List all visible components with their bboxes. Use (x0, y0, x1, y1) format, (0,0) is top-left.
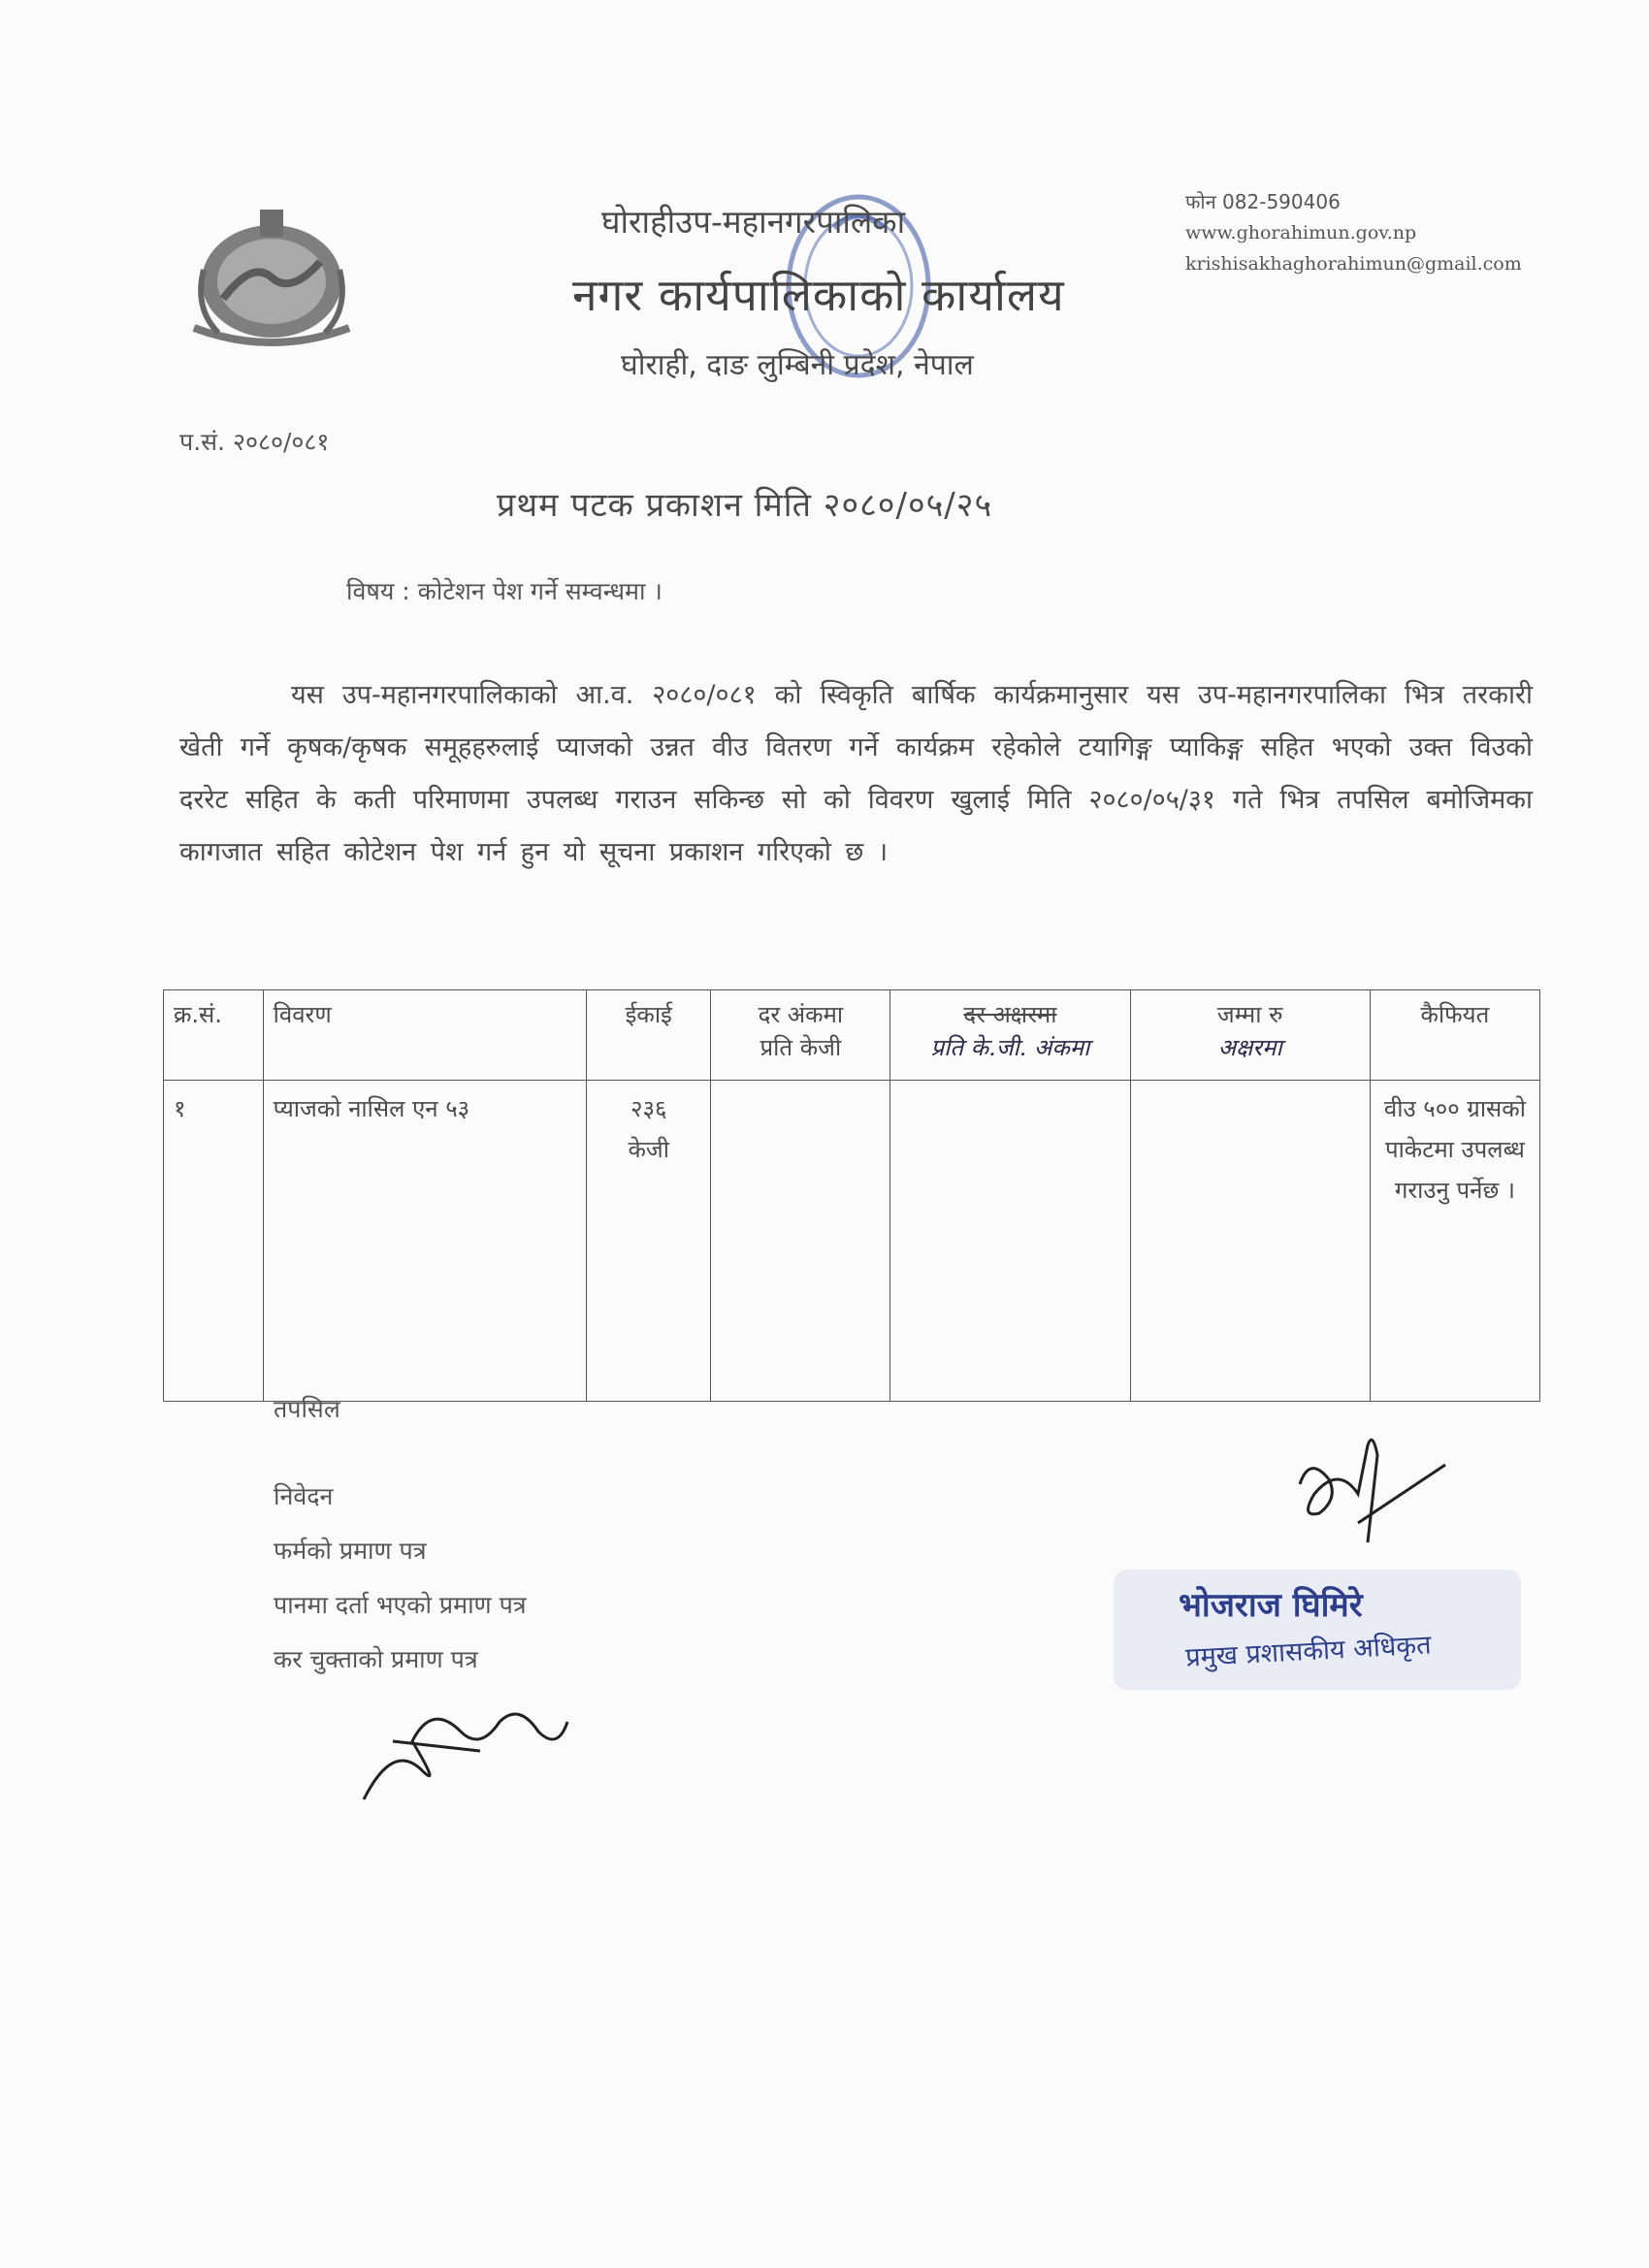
cell-rate (711, 1081, 890, 1402)
header-sn: क्र.सं. (164, 990, 264, 1081)
header-unit: ईकाई (587, 990, 711, 1081)
list-item: कर चुक्ताको प्रमाण पत्र (274, 1645, 478, 1673)
office-address: घोराही, दाङ लुम्बिनी प्रदेश, नेपाल (621, 348, 974, 382)
notice-body: यस उप-महानगरपालिकाको आ.व. २०८०/०८१ को स्विकृति बार्षिक कार्यक्रमानुसार यस उप-महानगरपालिका भित्र तरकारी खेती गर्ने कृषक/कृषक समूहहरुलाई प्याजको उन्नत वीउ वितरण गर्ने कार्यक्रम रहेकोले टयागिङ्ग प्याकिङ्ग सहित भएको उक्त विउको दररेट सहित के कती परिमाणमा उपलब्ध गराउन सकिन्छ सो को विवरण खुलाई मिति २०८०/०५/३१ गते भित्र तपसिल बमोजिमका कागजात सहित कोटेशन पेश गर्न हुन यो सूचना प्रकाशन गरिएको छ । (179, 680, 1533, 867)
phone-number: फोन 082-590406 (1185, 190, 1341, 213)
header-rate-words (890, 990, 1130, 1081)
subject-line: विषय : कोटेशन पेश गर्ने सम्वन्धमा । (346, 577, 663, 605)
office-name: नगर कार्यपालिकाको कार्यालय (572, 269, 1065, 321)
cell-description: प्याजको नासिल एन ५३ (263, 1081, 586, 1402)
header-rate (711, 990, 890, 1081)
header-description: विवरण (263, 990, 586, 1081)
cell-total (1130, 1081, 1370, 1402)
nepal-emblem-icon (175, 202, 369, 357)
contact-block (1185, 186, 1522, 279)
cell-remarks: वीउ ५०० ग्रासको पाकेटमा उपलब्ध गराउनु पर्नेछ । (1370, 1081, 1539, 1402)
signatory-title: प्रमुख प्रशासकीय अधिकृत (1184, 1630, 1433, 1673)
cell-rate-words (890, 1081, 1130, 1402)
header-rate-words-print: दर अक्षरमा (963, 1001, 1057, 1028)
list-item: निवेदन (274, 1482, 334, 1510)
officer-signature-icon (1280, 1426, 1455, 1562)
header-rate-line1: दर अंकमा (758, 1001, 844, 1028)
list-item: फर्मको प्रमाण पत्र (274, 1537, 427, 1565)
list-item: पानमा दर्ता भएको प्रमाण पत्र (274, 1591, 527, 1619)
website: www.ghorahimun.gov.np (1185, 222, 1417, 243)
cell-unit-measure: केजी (628, 1136, 669, 1163)
signatory-name: भोजराज घिमिरे (1179, 1586, 1363, 1625)
header-total-print: जम्मा रु (1216, 1001, 1283, 1028)
header-remarks: कैफियत (1370, 990, 1539, 1081)
quotation-table (163, 989, 1540, 1402)
cell-sn: १ (164, 1081, 264, 1402)
header-total-handwritten: अक्षरमा (1217, 1034, 1282, 1061)
cell-unit (587, 1081, 711, 1402)
table-header-row (164, 990, 1540, 1081)
reference-number: प.सं. २०८०/०८१ (179, 428, 330, 456)
header-total (1130, 990, 1370, 1081)
header-rate-words-handwritten: प्रति के.जी. अंकमा (930, 1034, 1090, 1061)
org-name: घोराहीउप-महानगरपालिका (601, 203, 906, 241)
tapsil-label: तपसिल (274, 1395, 340, 1423)
header-rate-line2: प्रति केजी (760, 1034, 842, 1061)
email: krishisakhaghorahimun@gmail.com (1185, 253, 1522, 275)
required-documents-list (274, 1470, 527, 1687)
table-row (164, 1081, 1540, 1402)
second-signature-icon (354, 1683, 577, 1819)
cell-unit-qty: २३६ (630, 1095, 667, 1122)
publish-date: प्रथम पटक प्रकाशन मिति २०८०/०५/२५ (497, 486, 993, 525)
